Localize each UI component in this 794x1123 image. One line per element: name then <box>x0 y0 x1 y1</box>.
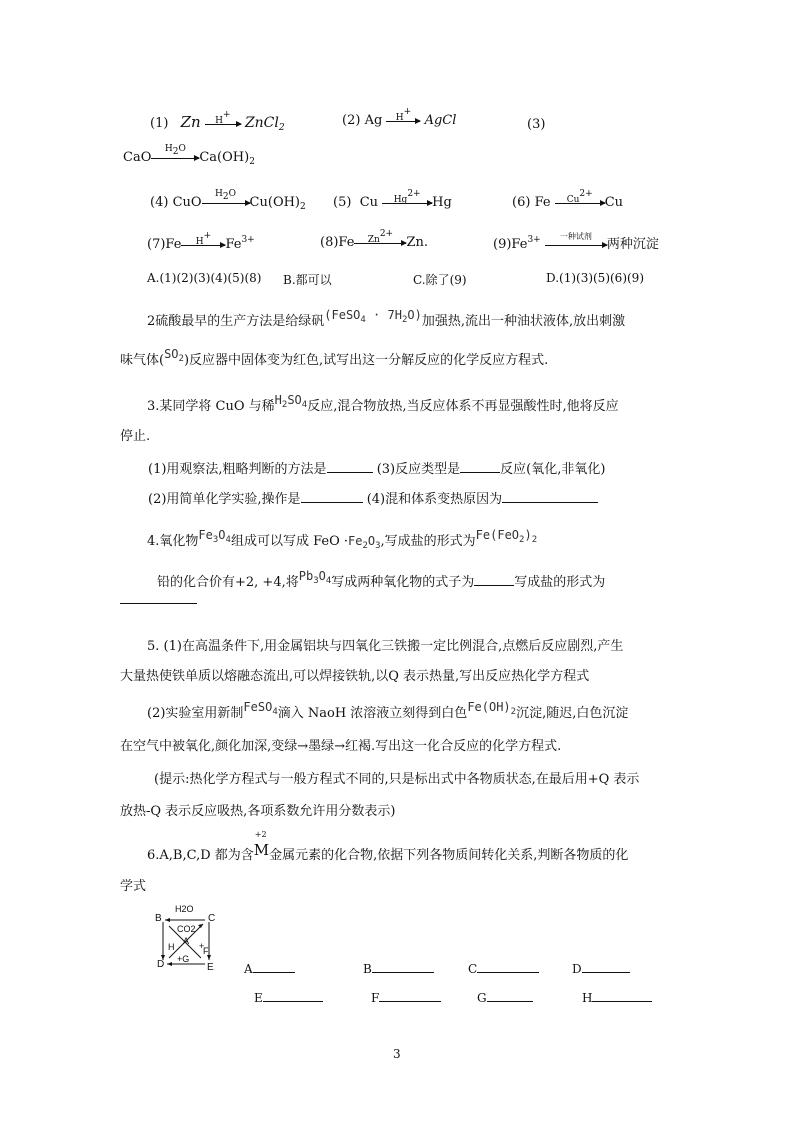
diagram-label-h: H <box>168 942 175 952</box>
diagram-label-h2o: H2O <box>175 904 194 914</box>
question-3-sub-2: (2)用简单化学实验,操作是 (4)混和体系变热原因为 <box>148 488 598 507</box>
question-5-line-3: (2)实验室用新制FeSO$_4$滴入 NaoH 浓溶液立刻得到白色$Fe(OH)_2$沉淀,随迟,白色沉淀 <box>147 700 629 721</box>
question-4-answer-line[interactable] <box>120 603 197 604</box>
answer-a[interactable]: A <box>244 962 295 976</box>
reaction-7: (7)Fe H+ $Fe^{3+}$ <box>147 230 255 252</box>
question-6-line-2: 学式 <box>120 879 147 894</box>
question-2-line-2: 味气体$(SO_2)$反应器中固体变为红色,试写出这一分解反应的化学反应方程式. <box>120 347 549 368</box>
answer-g[interactable]: G <box>477 991 533 1005</box>
question-3-sub-1: (1)用观察法,粗略判断的方法是 (3)反应类型是 反应(氧化,非氧化) <box>148 462 606 477</box>
question-3-line-2: 停止. <box>120 429 151 444</box>
diagram-label-co2: CO2 <box>177 924 196 934</box>
reaction-9: $(9)Fe^{3+}$ 一种试剂 两种沉淀 <box>493 231 659 252</box>
answer-e[interactable]: E <box>254 991 323 1005</box>
diagram-node-d: D <box>157 959 165 970</box>
option-a: A.(1)(2)(3)(4)(5)(8) <box>147 271 262 285</box>
question-5-line-4: 在空气中被氧化,颜化加深,变绿→墨绿→红褐.写出这一化合反应的化学方程式. <box>120 739 562 754</box>
question-5-line-2: 大量热使铁单质以熔融态流出,可以焊接铁轨,以Q 表示热量,写出反应热化学方程式 <box>120 669 590 684</box>
reaction-3-number: (3) <box>527 117 546 132</box>
diagram-node-b: B <box>155 913 162 924</box>
arrow-1: H+ <box>205 123 241 125</box>
question-5-line-1: 5. (1)在高温条件下,用金属铝块与四氧化三铁搬一定比例混合,点燃后反应剧烈,产生 <box>147 639 624 654</box>
question-4-line-1: 4.氧化物$Fe_3O_4$组成可以写成 FeO $\cdot Fe_2O_3$,写成盐的形式为$Fe(FeO_2)_2$ <box>147 528 538 551</box>
reaction-8: (8)Fe $Zn^{2+}$ Zn. <box>320 228 428 250</box>
diagram-node-c: C <box>208 913 216 924</box>
reaction-5: (5) Cu $Hg^{2+}$ Hg <box>333 188 452 210</box>
diagram-node-e: E <box>207 962 214 973</box>
option-c: C.除了(9) <box>413 273 467 287</box>
reaction-2: (2) Ag H+ AgCl <box>342 106 457 128</box>
diagram-label-f: F <box>203 946 209 956</box>
answer-b[interactable]: B <box>363 962 434 976</box>
reaction-6: (6) Fe $Cu^{2+}$ Cu <box>512 188 624 210</box>
reaction-4: (4) CuO $H_2O$ $Cu(OH)_2$ <box>150 188 306 212</box>
answer-c[interactable]: C <box>468 962 539 976</box>
diagram-label-a: A <box>183 936 190 946</box>
question-5-hint-1: (提示:热化学方程式与一般方程式不同的,只是标出式中各物质状态,在最后用+Q 表示 <box>154 772 640 787</box>
question-2-line-1: 2硫酸最早的生产方法是给绿矾(FeSO$_4$ · $7H_2O$)加强热,流出一种油状液体,放出刺激 <box>147 308 626 329</box>
conversion-diagram <box>155 904 216 973</box>
question-4-line-2: 铅的化合价有+2, +4,将$Pb_3O_4$写成两种氧化物的式子为 写成盐的形式为 <box>157 569 606 590</box>
diagram-label-plus: + <box>199 941 205 951</box>
reaction-3: CaO $H_2O$ $Ca(OH)_2$ <box>123 143 255 167</box>
answer-h[interactable]: H <box>582 991 652 1005</box>
question-6-line-1: 6.A,B,C,D 都为含 +2 M金属元素的化合物,依据下列各物质间转化关系,判断各物质的化 <box>147 830 629 863</box>
question-5-hint-2: 放热-Q 表示反应吸热,各项系数允许用分数表示) <box>120 804 396 819</box>
page-number: 3 <box>393 1047 401 1061</box>
question-3-line-1: 3.某同学将 CuO 与稀$H_2SO_4$反应,混合物放热,当反应体系不再显强酸性时,他将反应 <box>147 393 619 414</box>
answer-d[interactable]: D <box>572 962 630 976</box>
answer-f[interactable]: F <box>371 991 441 1005</box>
option-b: B.都可以 <box>283 273 332 287</box>
option-d: D.(1)(3)(5)(6)(9) <box>546 271 644 285</box>
reaction-1: (1) Zn H+ ZnCl$_2$ <box>150 109 285 133</box>
diagram-label-g: +G <box>177 954 190 964</box>
